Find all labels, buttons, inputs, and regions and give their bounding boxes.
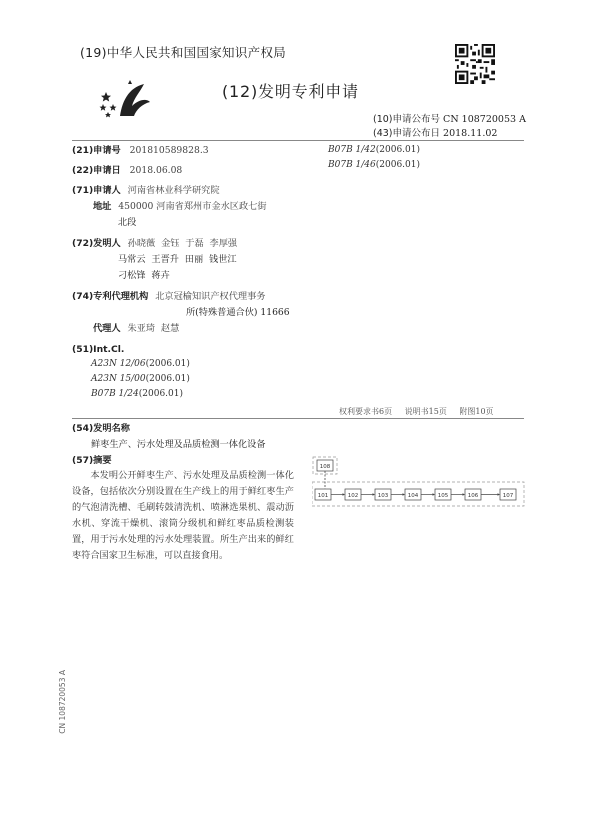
page-counts — [339, 406, 504, 417]
address-label: 地址 — [93, 201, 112, 212]
application-date: 2018.06.08 — [129, 165, 183, 176]
invention-title-label: (54)发明名称 — [72, 423, 130, 434]
header-divider — [72, 140, 524, 141]
section-divider — [72, 418, 524, 419]
inventors-label: (72)发明人 — [72, 238, 121, 249]
diagram-arrowhead — [463, 493, 466, 496]
publication-number-row — [373, 111, 526, 125]
diagram-box-label: 105 — [437, 493, 449, 499]
int-cl-entry-right: B07B 1/42(2006.01) — [328, 145, 421, 155]
diagram-box-label: 104 — [407, 493, 419, 499]
patent-office-logo-icon — [96, 78, 154, 118]
invention-title: 鲜枣生产、污水处理及品质检测一体化设备 — [91, 439, 266, 450]
diagram-box-label: 108 — [319, 464, 331, 470]
int-cl-entry: A23N 15/00(2006.01) — [91, 374, 190, 384]
publication-number-label: (10)申请公布号 — [373, 114, 441, 125]
application-number-row — [72, 143, 209, 159]
diagram-box-label: 101 — [317, 493, 329, 499]
inventors-line-1: 孙晓薇 金钰 于磊 李厚强 — [127, 238, 238, 249]
abstract-text: 本发明公开鲜枣生产、污水处理及品质检测一体化设备，包括依次分别设置在生产线上的用于鲜红枣生产的气泡清洗槽、毛刷转鼓清洗机、喷淋选果机、震动沥水机、穿流干燥机、滚筒分级机和鲜红枣品质检测装置，用于污水处理的污水处理装置。所生产出来的鲜红枣符合国家卫生标准，可以直接食用。 — [72, 470, 294, 562]
agency-line-1: 北京冠榆知识产权代理事务 — [155, 291, 266, 302]
application-date-row — [72, 163, 182, 179]
qr-code-icon — [455, 44, 495, 84]
int-cl-label: (51)Int.Cl. — [72, 344, 125, 355]
side-publication-number: CN 108720053 A — [58, 670, 67, 734]
application-number-label: (21)申请号 — [72, 145, 121, 156]
diagram-box-label: 102 — [347, 493, 359, 499]
application-number: 201810589828.3 — [129, 145, 209, 156]
applicant-label: (71)申请人 — [72, 185, 121, 196]
inventors-line-3: 刁松锋 蒋卉 — [118, 270, 170, 281]
document-type-title: (12)发明专利申请 — [222, 82, 359, 101]
claims-pages: 权利要求书6页 — [339, 407, 393, 416]
abstract-label: (57)摘要 — [72, 455, 112, 466]
agent-label: 代理人 — [93, 323, 121, 334]
agency-label: (74)专利代理机构 — [72, 291, 149, 302]
office-name: (19)中华人民共和国国家知识产权局 — [80, 45, 287, 60]
int-cl-entry-right: B07B 1/46(2006.01) — [328, 160, 421, 170]
agency-line-2: 所(特殊普通合伙) 11666 — [186, 307, 290, 318]
publication-date-label: (43)申请公布日 — [373, 128, 441, 139]
agent-row — [93, 321, 179, 337]
address-line-1: 450000 河南省郑州市金水区政七街 — [118, 201, 267, 212]
int-cl-entry: A23N 12/06(2006.01) — [91, 359, 190, 369]
int-cl-entry: B07B 1/24(2006.01) — [91, 389, 184, 399]
diagram-arrowhead — [373, 493, 376, 496]
diagram-box-label: 106 — [467, 493, 479, 499]
publication-number: CN 108720053 A — [443, 114, 526, 125]
inventors-line-2: 马常云 王晋升 田丽 钱世江 — [118, 254, 237, 265]
publication-date: 2018.11.02 — [443, 128, 498, 139]
application-date-label: (22)申请日 — [72, 165, 121, 176]
applicant-row — [72, 183, 220, 199]
address-row — [93, 199, 267, 215]
diagram-box-label: 107 — [502, 493, 514, 499]
diagram-arrowhead — [433, 493, 436, 496]
diagram-arrowhead — [498, 493, 501, 496]
process-flow-diagram — [312, 452, 526, 514]
publication-date-row — [373, 125, 497, 139]
agent-names: 朱亚琦 赵慧 — [127, 323, 180, 334]
agency-row — [72, 289, 265, 305]
diagram-arrowhead — [403, 493, 406, 496]
diagram-arrowhead — [343, 493, 346, 496]
diagram-box-label: 103 — [377, 493, 389, 499]
applicant-name: 河南省林业科学研究院 — [127, 185, 220, 196]
description-pages: 说明书15页 — [404, 407, 447, 416]
drawings-pages: 附图10页 — [459, 407, 494, 416]
address-line-2: 北段 — [118, 217, 137, 228]
inventors-row — [72, 236, 237, 252]
